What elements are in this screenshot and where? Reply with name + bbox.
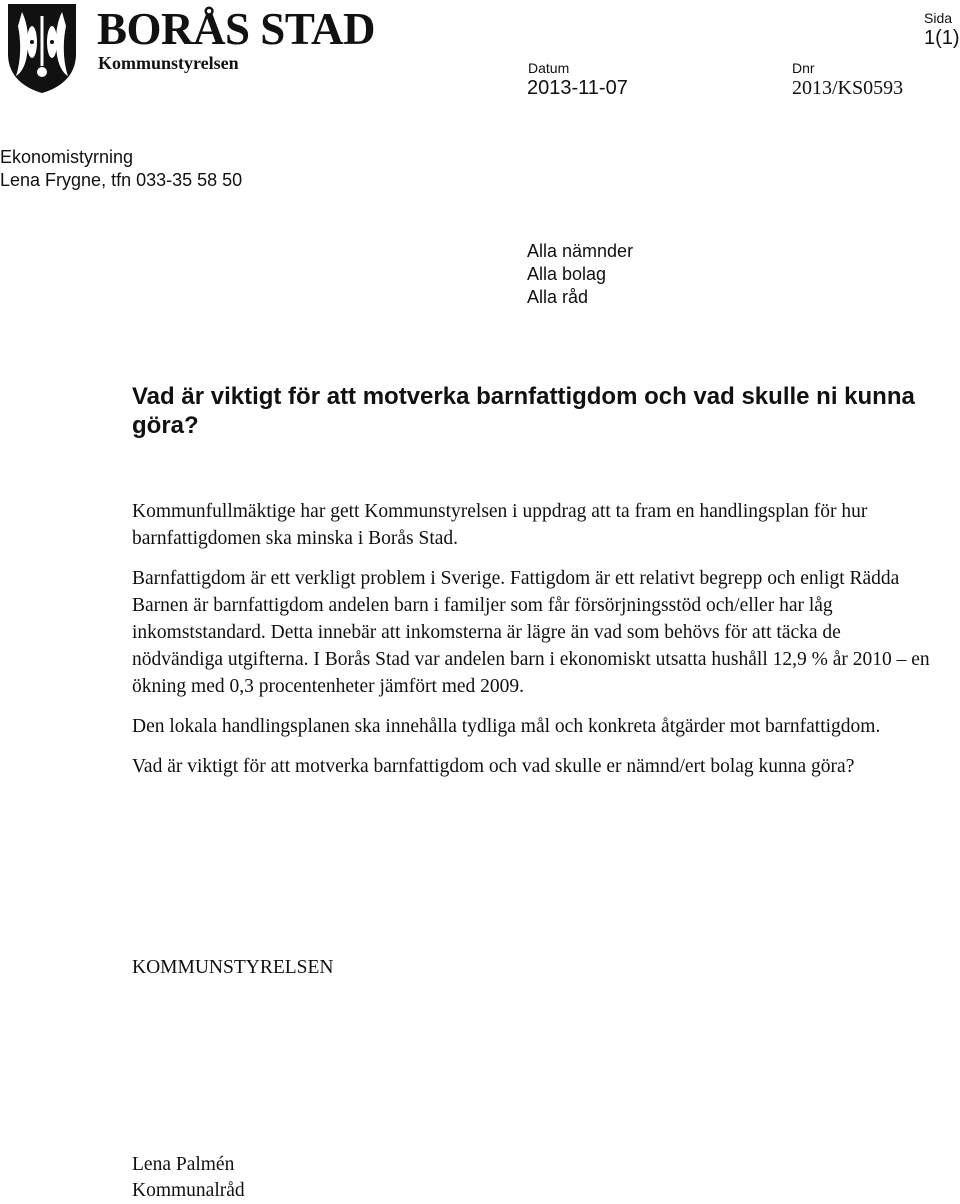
document-body: [132, 498, 932, 793]
boras-coat-of-arms-icon: [2, 2, 82, 94]
body-paragraph: Barnfattigdom är ett verkligt problem i Sverige. Fattigdom är ett relativt begrepp och enligt Rädda Barnen är barnfattigdom andelen barn i familjer som får försörjningsstöd och/eller har låg inkomststandard. Detta innebär att inkomsterna är lägre än vad som behövs för att täcka de nödvändiga utgifterna. I Borås Stad var andelen barn i ekonomiskt utsatta hushåll 12,9 % år 2010 – en ökning med 0,3 procentenheter jämfört med 2009.: [132, 568, 930, 697]
date-value: 2013-11-07: [527, 77, 628, 99]
recipient: Alla bolag: [527, 264, 607, 284]
reference-label: Dnr: [792, 60, 815, 76]
date-label: Datum: [528, 60, 570, 76]
recipients-block: [527, 240, 633, 309]
sender-contact: Lena Frygne, tfn 033-35 58 50: [0, 170, 243, 190]
sender-department: Ekonomistyrning: [0, 147, 134, 167]
page-number: 1(1): [924, 27, 960, 49]
document-title: Vad är viktigt för att motverka barnfattigdom och vad skulle ni kunna göra?: [132, 383, 915, 439]
sender-block: [0, 146, 242, 192]
logo-subtitle: Kommunstyrelsen: [98, 53, 239, 73]
recipient: Alla råd: [527, 287, 589, 307]
body-paragraph: Kommunfullmäktige har gett Kommunstyrelsen i uppdrag att ta fram en handlingsplan för hur barnfattigdomen ska minska i Borås Stad.: [132, 501, 868, 549]
signature-role: Kommunalråd: [132, 1180, 245, 1201]
logo-title: BORÅS STAD: [97, 4, 375, 54]
body-paragraph: Vad är viktigt för att motverka barnfattigdom och vad skulle er nämnd/ert bolag kunna göra?: [132, 756, 855, 777]
reference-number: 2013/KS0593: [792, 77, 904, 99]
signature-block: [132, 1152, 245, 1204]
page-label: Sida: [924, 10, 953, 26]
signature-name: Lena Palmén: [132, 1154, 235, 1175]
recipient: Alla nämnder: [527, 241, 634, 261]
signature-organization: KOMMUNSTYRELSEN: [132, 957, 334, 978]
body-paragraph: Den lokala handlingsplanen ska innehålla tydliga mål och konkreta åtgärder mot barnfattigdom.: [132, 716, 881, 737]
